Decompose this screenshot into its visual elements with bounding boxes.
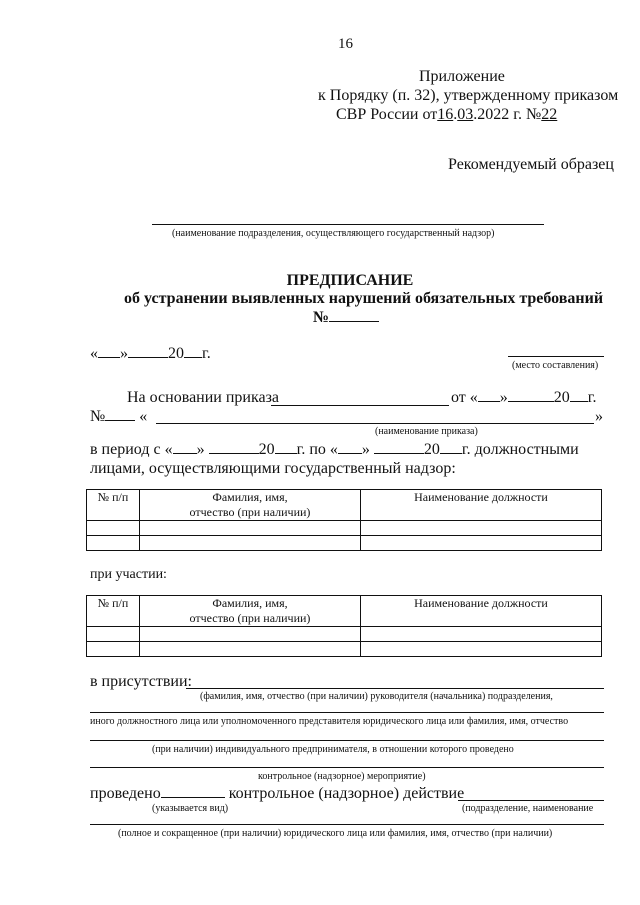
subdivision-line	[152, 224, 544, 225]
appendix-date-day: 16	[437, 106, 454, 123]
period-to-year-blank[interactable]	[440, 441, 462, 454]
basis-number-sign: №	[90, 408, 106, 425]
basis-year: 20	[553, 389, 570, 406]
presence-caption-4: контрольное (надзорное) мероприятие)	[258, 771, 426, 782]
date-open-quote: «	[90, 345, 98, 362]
basis-day-blank[interactable]	[478, 389, 500, 402]
period-line-2: лицами, осуществляющими государственный надзор:	[90, 460, 456, 477]
appendix-date-prefix: СВР России от	[336, 106, 438, 123]
col-name-header-line1: Фамилия, имя,	[212, 596, 288, 610]
conducted-kind-caption: (указывается вид)	[152, 803, 229, 814]
conducted-subdivision-line[interactable]	[458, 800, 604, 801]
period-to-month-blank[interactable]	[374, 441, 424, 454]
appendix-date-sep: .	[453, 106, 458, 123]
period-from-day-blank[interactable]	[173, 441, 197, 454]
period-to-day-blank[interactable]	[338, 441, 362, 454]
basis-order-line[interactable]	[271, 405, 449, 406]
presence-label: в присутствии:	[90, 673, 192, 690]
participation-label: при участии:	[90, 567, 167, 582]
presence-line-3[interactable]	[90, 740, 604, 741]
col-position-header: Наименование должности	[361, 490, 602, 521]
appendix-order-number: 22	[541, 106, 558, 123]
appendix-date-month: 03	[457, 106, 474, 123]
document-date	[90, 345, 211, 363]
table-row[interactable]	[87, 642, 602, 657]
period-year-2: 20	[423, 441, 440, 458]
place-line	[508, 356, 604, 357]
period-year-1: 20	[258, 441, 275, 458]
col-number-header: № п/п	[87, 596, 140, 627]
col-name-header-line2: отчество (при наличии)	[189, 611, 311, 625]
conducted-line	[90, 785, 464, 803]
basis-end-quote: »	[595, 408, 603, 425]
appendix-date-year: .2022 г. №	[473, 106, 542, 123]
participants-table	[86, 595, 602, 657]
period-from-year-blank[interactable]	[275, 441, 297, 454]
bottom-line[interactable]	[90, 824, 604, 825]
basis-text: На основании приказа	[127, 389, 280, 406]
col-number-header: № п/п	[87, 490, 140, 521]
conducted-subdivision-caption: (подразделение, наименование	[462, 803, 594, 814]
order-caption: (наименование приказа)	[375, 426, 478, 437]
sample-label: Рекомендуемый образец	[448, 156, 614, 173]
presence-line-4[interactable]	[90, 767, 604, 768]
date-year-blank[interactable]	[184, 345, 202, 358]
date-day-blank[interactable]	[98, 345, 120, 358]
appendix-order-ref: к Порядку (п. 32), утвержденному приказом	[318, 87, 619, 104]
col-name-header-line2: отчество (при наличии)	[189, 505, 311, 519]
date-year: 20	[168, 345, 184, 362]
presence-caption-3: (при наличии) индивидуального предпринимателя, в отношении которого проведено	[152, 744, 514, 755]
date-month-blank[interactable]	[128, 345, 168, 358]
period-from-month-blank[interactable]	[209, 441, 259, 454]
table-header-row	[87, 596, 602, 627]
document-number-blank[interactable]	[329, 309, 379, 322]
conducted-label: проведено	[90, 785, 161, 802]
basis-from: от «	[451, 389, 478, 406]
officials-table	[86, 489, 602, 551]
document-number-sign: №	[313, 309, 330, 326]
document-subtitle: об устранении выявленных нарушений обязательных требований	[124, 290, 604, 307]
presence-line-2[interactable]	[90, 712, 604, 713]
period-to: г. по «	[296, 441, 338, 458]
conducted-action: контрольное (надзорное) действие	[228, 785, 465, 802]
table-row[interactable]	[87, 521, 602, 536]
place-caption: (место составления)	[512, 360, 599, 371]
table-row[interactable]	[87, 536, 602, 551]
basis-number-line	[90, 408, 147, 426]
period-from: в период с «	[90, 441, 173, 458]
period-officials: г. должностными	[461, 441, 579, 458]
basis-number-blank[interactable]	[105, 408, 135, 421]
presence-caption-1: (фамилия, имя, отчество (при наличии) руководителя (начальника) подразделения,	[200, 691, 553, 702]
table-header-row	[87, 490, 602, 521]
col-name-header-line1: Фамилия, имя,	[212, 490, 288, 504]
date-suffix: г.	[202, 345, 211, 362]
basis-open-quote: «	[139, 408, 148, 425]
period-close-1: »	[196, 441, 205, 458]
col-name-header	[140, 490, 361, 521]
table-row[interactable]	[87, 627, 602, 642]
period-line	[90, 441, 579, 459]
col-position-header: Наименование должности	[361, 596, 602, 627]
basis-year-blank[interactable]	[570, 389, 588, 402]
document-number	[313, 309, 379, 327]
conducted-kind-blank[interactable]	[161, 785, 225, 798]
appendix-label: Приложение	[419, 68, 505, 85]
appendix-date-line	[336, 106, 577, 124]
basis-month-blank[interactable]	[508, 389, 554, 402]
period-close-2: »	[361, 441, 370, 458]
basis-close-quote: »	[499, 389, 508, 406]
document-title: ПРЕДПИСАНИЕ	[286, 272, 414, 289]
presence-line-1[interactable]	[186, 688, 604, 689]
col-name-header	[140, 596, 361, 627]
bottom-caption: (полное и сокращенное (при наличии) юридического лица или фамилия, имя, отчество (при наличии)	[118, 828, 553, 839]
order-name-line[interactable]	[156, 423, 594, 424]
subdivision-caption: (наименование подразделения, осуществляющего государственный надзор)	[172, 228, 495, 239]
page-number: 16	[338, 36, 353, 52]
date-close-quote: »	[120, 345, 128, 362]
presence-caption-2: иного должностного лица или уполномоченного представителя юридического лица или фамилия, имя, отчество	[90, 716, 569, 727]
basis-g: г.	[587, 389, 597, 406]
basis-date	[451, 389, 597, 407]
